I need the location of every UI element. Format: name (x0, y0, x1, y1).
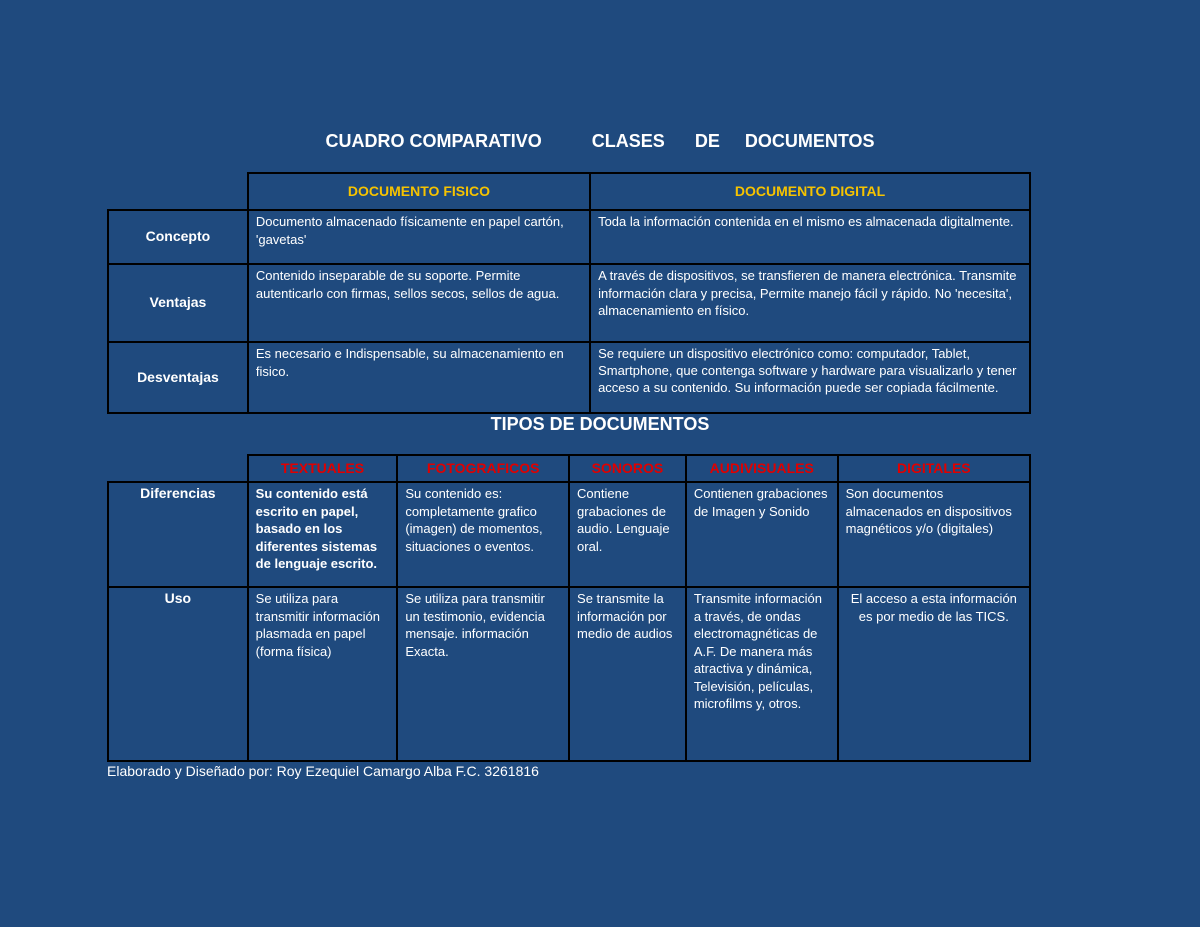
cell-uso-textuales: Se utiliza para transmitir información plasmada en papel (forma física) (248, 587, 398, 761)
cell-diferencias-digitales: Son documentos almacenados en dispositivos magnéticos y/o (digitales) (838, 482, 1030, 587)
types-title: TIPOS DE DOCUMENTOS (490, 414, 710, 434)
row-label-uso: Uso (108, 587, 248, 761)
row-label-ventajas: Ventajas (108, 264, 248, 342)
header-documento-fisico: DOCUMENTO FISICO (248, 173, 590, 210)
header-textuales: TEXTUALES (248, 455, 398, 482)
row-label-concepto: Concepto (108, 210, 248, 264)
types-table (107, 454, 1031, 762)
table-row (108, 587, 1030, 761)
cell-diferencias-textuales: Su contenido está escrito en papel, basado en los diferentes sistemas de lenguaje escrito. (248, 482, 398, 587)
cell-desventajas-fisico: Es necesario e Indispensable, su almacenamiento en fisico. (248, 342, 590, 413)
table-row (108, 342, 1030, 413)
cell-uso-audivisuales: Transmite información a través, de ondas electromagnéticas de A.F. De manera más atractiva y dinámica, Televisión, películas, microfilms y, otros. (686, 587, 838, 761)
cell-diferencias-fotograficos: Su contenido es: completamente grafico (imagen) de momentos, situaciones o eventos. (397, 482, 569, 587)
comparison-header-row (108, 173, 1030, 210)
types-header-row (108, 455, 1030, 482)
title-part-3: DE (694, 131, 720, 151)
title-part-1: CUADRO COMPARATIVO (325, 131, 542, 151)
table-row (108, 210, 1030, 264)
row-label-diferencias: Diferencias (108, 482, 248, 587)
cell-diferencias-audivisuales: Contienen grabaciones de Imagen y Sonido (686, 482, 838, 587)
table-row (108, 264, 1030, 342)
table-row (108, 482, 1030, 587)
cell-diferencias-sonoros: Contiene grabaciones de audio. Lenguaje oral. (569, 482, 686, 587)
cell-uso-fotograficos: Se utiliza para transmitir un testimonio, evidencia mensaje. información Exacta. (397, 587, 569, 761)
cell-ventajas-digital: A través de dispositivos, se transfieren de manera electrónica. Transmite información clara y precisa, Permite manejo fácil y rápido. No 'necesita', almacenamiento en físico. (590, 264, 1030, 342)
types-corner (108, 455, 248, 482)
footer-credit: Elaborado y Diseñado por: Roy Ezequiel Camargo Alba F.C. 3261816 (107, 763, 539, 779)
title-part-2: CLASES (591, 131, 665, 151)
page-title (0, 131, 1200, 152)
header-fotograficos: FOTOGRAFICOS (397, 455, 569, 482)
cell-desventajas-digital: Se requiere un dispositivo electrónico como: computador, Tablet, Smartphone, que contenga software y hardware para visualizarlo y tener acceso a su contenido. Su información puede ser copiada fácilmente. (590, 342, 1030, 413)
title-part-4: DOCUMENTOS (744, 131, 875, 151)
cell-concepto-fisico: Documento almacenado físicamente en papel cartón, 'gavetas' (248, 210, 590, 264)
cell-uso-digitales: El acceso a esta información es por medio de las TICS. (838, 587, 1030, 761)
header-audivisuales: AUDIVISUALES (686, 455, 838, 482)
header-sonoros: SONOROS (569, 455, 686, 482)
comparison-corner (108, 173, 248, 210)
row-label-desventajas: Desventajas (108, 342, 248, 413)
cell-ventajas-fisico: Contenido inseparable de su soporte. Permite autenticarlo con firmas, sellos secos, sellos de agua. (248, 264, 590, 342)
cell-concepto-digital: Toda la información contenida en el mismo es almacenada digitalmente. (590, 210, 1030, 264)
header-documento-digital: DOCUMENTO DIGITAL (590, 173, 1030, 210)
cell-uso-sonoros: Se transmite la información por medio de audios (569, 587, 686, 761)
header-digitales: DIGITALES (838, 455, 1030, 482)
comparison-table (107, 172, 1031, 414)
